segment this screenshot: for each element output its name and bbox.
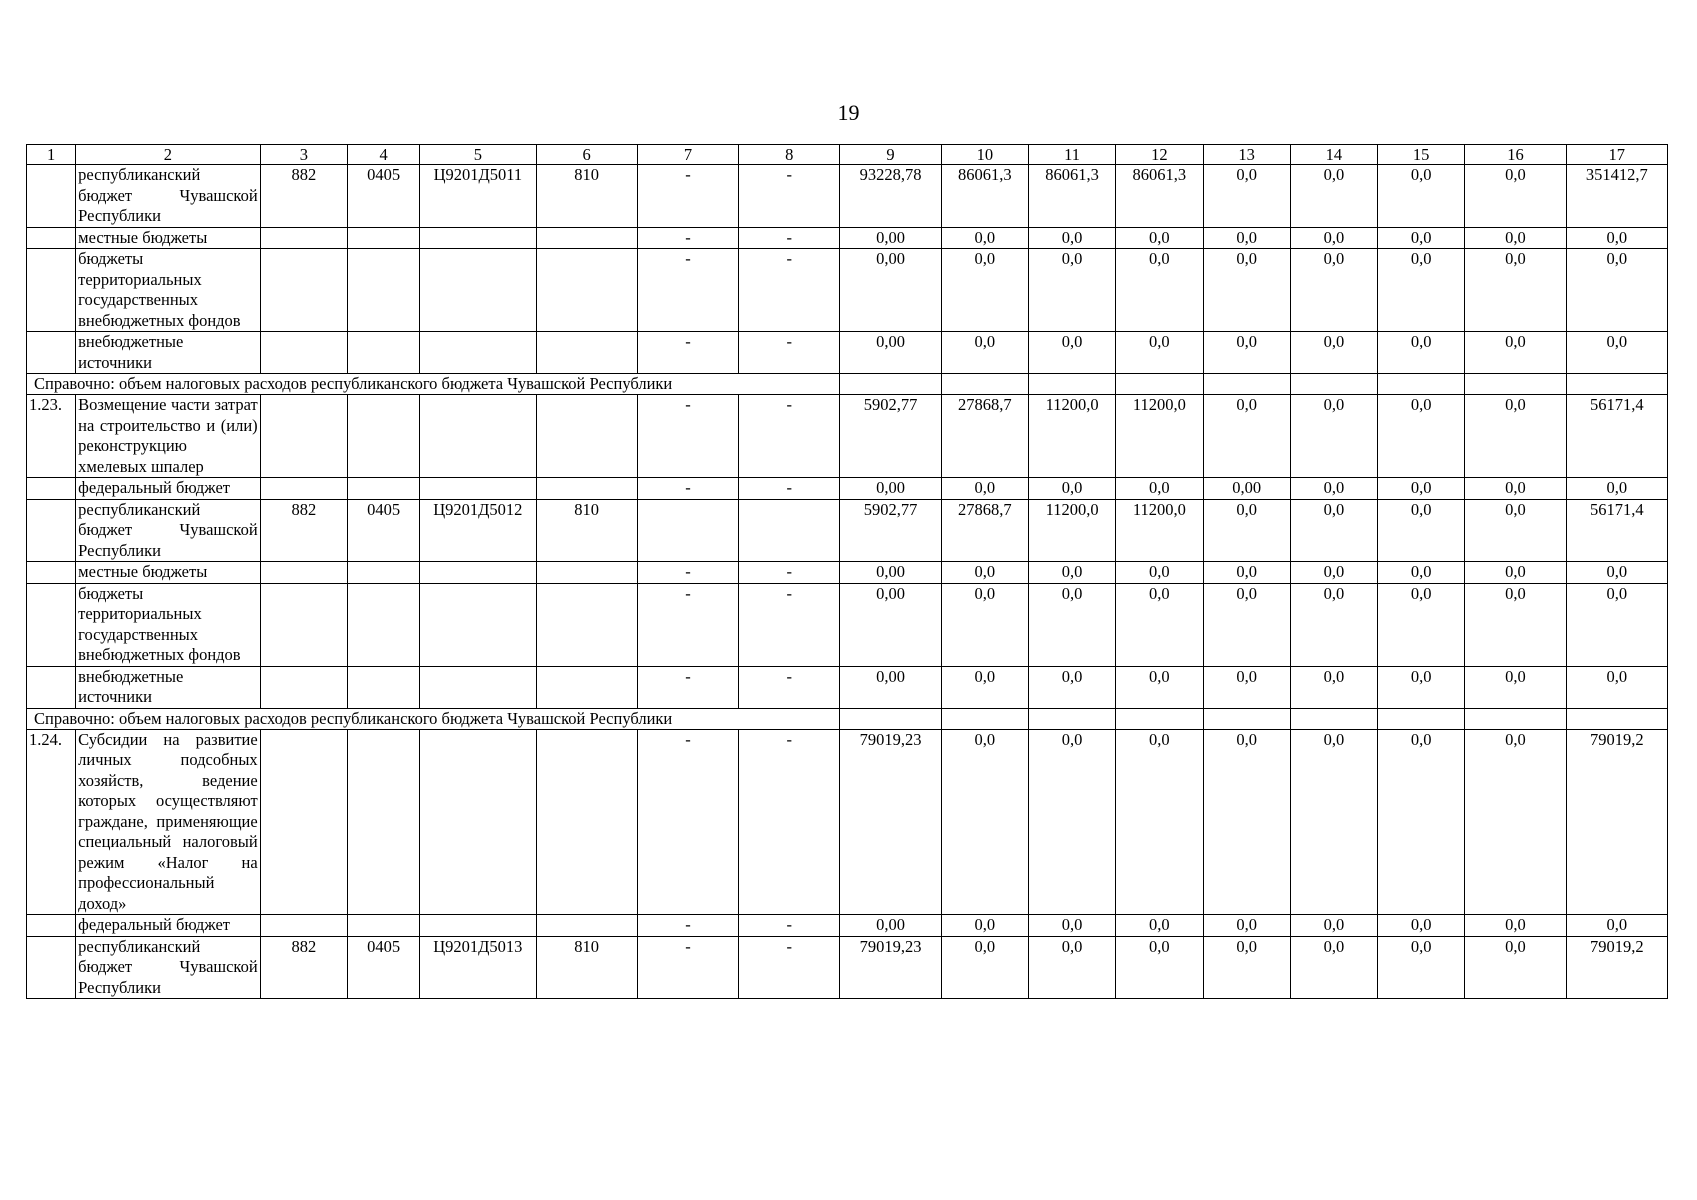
- cell-c9: 0,00: [840, 478, 941, 500]
- column-header: 12: [1116, 145, 1203, 165]
- empty-cell: [941, 708, 1028, 729]
- cell-c6: 810: [536, 165, 637, 228]
- cell-c14: 0,0: [1290, 729, 1377, 915]
- cell-c11: 0,0: [1028, 249, 1115, 332]
- column-header: 4: [347, 145, 419, 165]
- budget-table: [26, 144, 1668, 999]
- cell-c15: 0,0: [1378, 395, 1465, 478]
- cell-c16: 0,0: [1465, 499, 1566, 562]
- cell-c16: 0,0: [1465, 332, 1566, 374]
- cell-c13: 0,0: [1203, 249, 1290, 332]
- row-index: [27, 915, 76, 937]
- column-header: 11: [1028, 145, 1115, 165]
- cell-c15: 0,0: [1378, 729, 1465, 915]
- cell-c11: 86061,3: [1028, 165, 1115, 228]
- cell-c11: 0,0: [1028, 915, 1115, 937]
- cell-c5: Ц9201Д5013: [420, 936, 536, 999]
- cell-c11: 0,0: [1028, 478, 1115, 500]
- cell-c11: 0,0: [1028, 332, 1115, 374]
- row-name: республиканский бюджет Чувашской Республики: [76, 165, 261, 228]
- empty-cell: [1290, 374, 1377, 395]
- column-header: 1: [27, 145, 76, 165]
- cell-c4: [347, 583, 419, 666]
- table-header-row: [27, 145, 1668, 165]
- cell-c5: [420, 332, 536, 374]
- cell-c12: 86061,3: [1116, 165, 1203, 228]
- cell-c6: [536, 332, 637, 374]
- cell-c3: [260, 666, 347, 708]
- cell-c15: 0,0: [1378, 499, 1465, 562]
- cell-c8: -: [739, 915, 840, 937]
- cell-c7: -: [637, 915, 738, 937]
- cell-c10: 0,0: [941, 666, 1028, 708]
- cell-c8: -: [739, 227, 840, 249]
- cell-c7: -: [637, 583, 738, 666]
- cell-c17: 56171,4: [1566, 395, 1667, 478]
- table-row: [27, 165, 1668, 228]
- cell-c15: 0,0: [1378, 583, 1465, 666]
- row-index: [27, 249, 76, 332]
- cell-c17: 0,0: [1566, 915, 1667, 937]
- cell-c14: 0,0: [1290, 915, 1377, 937]
- cell-c11: 0,0: [1028, 583, 1115, 666]
- column-header: 9: [840, 145, 941, 165]
- cell-c14: 0,0: [1290, 332, 1377, 374]
- cell-c17: 351412,7: [1566, 165, 1667, 228]
- empty-cell: [1465, 374, 1566, 395]
- cell-c7: -: [637, 165, 738, 228]
- empty-cell: [941, 374, 1028, 395]
- cell-c6: [536, 583, 637, 666]
- cell-c3: [260, 395, 347, 478]
- cell-c6: [536, 915, 637, 937]
- empty-cell: [1290, 708, 1377, 729]
- empty-cell: [1566, 374, 1667, 395]
- empty-cell: [1116, 374, 1203, 395]
- row-name: бюджеты территориальных государственных внебюджетных фондов: [76, 249, 261, 332]
- row-name: Субсидии на развитие личных подсобных хозяйств, ведение которых осуществляют граждане, применяющие специальный налоговый режим «Налог на профессиональный доход»: [76, 729, 261, 915]
- cell-c16: 0,0: [1465, 666, 1566, 708]
- cell-c15: 0,0: [1378, 165, 1465, 228]
- cell-c13: 0,0: [1203, 332, 1290, 374]
- cell-c9: 0,00: [840, 249, 941, 332]
- cell-c12: 0,0: [1116, 729, 1203, 915]
- row-name: местные бюджеты: [76, 562, 261, 584]
- cell-c13: 0,0: [1203, 583, 1290, 666]
- cell-c13: 0,0: [1203, 165, 1290, 228]
- cell-c6: 810: [536, 499, 637, 562]
- cell-c12: 0,0: [1116, 478, 1203, 500]
- row-index: [27, 562, 76, 584]
- cell-c14: 0,0: [1290, 165, 1377, 228]
- cell-c8: -: [739, 395, 840, 478]
- empty-cell: [1465, 708, 1566, 729]
- cell-c9: 0,00: [840, 666, 941, 708]
- cell-c13: 0,0: [1203, 562, 1290, 584]
- cell-c16: 0,0: [1465, 249, 1566, 332]
- cell-c17: 79019,2: [1566, 936, 1667, 999]
- cell-c7: -: [637, 478, 738, 500]
- cell-c10: 0,0: [941, 729, 1028, 915]
- row-index: 1.23.: [27, 395, 76, 478]
- cell-c11: 0,0: [1028, 936, 1115, 999]
- row-index: [27, 666, 76, 708]
- reference-row: [27, 708, 1668, 729]
- cell-c4: [347, 562, 419, 584]
- cell-c17: 0,0: [1566, 332, 1667, 374]
- row-name: местные бюджеты: [76, 227, 261, 249]
- cell-c12: 11200,0: [1116, 395, 1203, 478]
- cell-c13: 0,0: [1203, 395, 1290, 478]
- cell-c10: 0,0: [941, 249, 1028, 332]
- row-index: [27, 583, 76, 666]
- table-row: [27, 249, 1668, 332]
- page-number: 19: [837, 100, 860, 125]
- table-row: [27, 499, 1668, 562]
- cell-c5: [420, 478, 536, 500]
- cell-c5: [420, 249, 536, 332]
- cell-c15: 0,0: [1378, 915, 1465, 937]
- cell-c6: [536, 478, 637, 500]
- cell-c10: 0,0: [941, 562, 1028, 584]
- cell-c4: [347, 332, 419, 374]
- cell-c10: 0,0: [941, 583, 1028, 666]
- cell-c17: 0,0: [1566, 227, 1667, 249]
- cell-c10: 0,0: [941, 332, 1028, 374]
- cell-c4: 0405: [347, 936, 419, 999]
- cell-c5: [420, 395, 536, 478]
- cell-c6: [536, 666, 637, 708]
- cell-c4: [347, 227, 419, 249]
- cell-c4: [347, 915, 419, 937]
- cell-c8: [739, 499, 840, 562]
- cell-c17: 0,0: [1566, 562, 1667, 584]
- cell-c13: 0,0: [1203, 499, 1290, 562]
- cell-c13: 0,00: [1203, 478, 1290, 500]
- table-row: [27, 936, 1668, 999]
- cell-c6: [536, 729, 637, 915]
- cell-c9: 79019,23: [840, 936, 941, 999]
- cell-c17: 56171,4: [1566, 499, 1667, 562]
- cell-c16: 0,0: [1465, 395, 1566, 478]
- cell-c4: [347, 729, 419, 915]
- cell-c7: -: [637, 332, 738, 374]
- cell-c10: 27868,7: [941, 499, 1028, 562]
- empty-cell: [1116, 708, 1203, 729]
- cell-c14: 0,0: [1290, 478, 1377, 500]
- cell-c9: 0,00: [840, 332, 941, 374]
- empty-cell: [1378, 374, 1465, 395]
- cell-c3: 882: [260, 936, 347, 999]
- cell-c9: 5902,77: [840, 395, 941, 478]
- column-header: 17: [1566, 145, 1667, 165]
- cell-c4: [347, 395, 419, 478]
- cell-c10: 86061,3: [941, 165, 1028, 228]
- cell-c12: 0,0: [1116, 332, 1203, 374]
- cell-c16: 0,0: [1465, 915, 1566, 937]
- row-index: [27, 332, 76, 374]
- cell-c7: -: [637, 936, 738, 999]
- column-header: 14: [1290, 145, 1377, 165]
- cell-c11: 0,0: [1028, 227, 1115, 249]
- cell-c14: 0,0: [1290, 936, 1377, 999]
- reference-label: Справочно: объем налоговых расходов республиканского бюджета Чувашской Республики: [27, 708, 840, 729]
- cell-c16: 0,0: [1465, 165, 1566, 228]
- table-row: [27, 666, 1668, 708]
- cell-c4: [347, 666, 419, 708]
- cell-c7: -: [637, 729, 738, 915]
- table-row: [27, 227, 1668, 249]
- row-index: [27, 499, 76, 562]
- column-header: 13: [1203, 145, 1290, 165]
- table-row: [27, 729, 1668, 915]
- cell-c6: [536, 395, 637, 478]
- cell-c11: 11200,0: [1028, 395, 1115, 478]
- column-header: 5: [420, 145, 536, 165]
- cell-c12: 11200,0: [1116, 499, 1203, 562]
- cell-c15: 0,0: [1378, 936, 1465, 999]
- cell-c10: 0,0: [941, 478, 1028, 500]
- row-index: [27, 165, 76, 228]
- table-row: [27, 562, 1668, 584]
- table-row: [27, 332, 1668, 374]
- cell-c9: 0,00: [840, 227, 941, 249]
- cell-c15: 0,0: [1378, 249, 1465, 332]
- row-index: [27, 227, 76, 249]
- cell-c13: 0,0: [1203, 729, 1290, 915]
- row-name: внебюджетные источники: [76, 332, 261, 374]
- cell-c16: 0,0: [1465, 583, 1566, 666]
- cell-c12: 0,0: [1116, 227, 1203, 249]
- column-header: 8: [739, 145, 840, 165]
- cell-c3: [260, 583, 347, 666]
- cell-c15: 0,0: [1378, 478, 1465, 500]
- cell-c7: -: [637, 562, 738, 584]
- cell-c17: 0,0: [1566, 666, 1667, 708]
- cell-c11: 0,0: [1028, 666, 1115, 708]
- cell-c3: 882: [260, 165, 347, 228]
- empty-cell: [1203, 374, 1290, 395]
- empty-cell: [1203, 708, 1290, 729]
- cell-c9: 0,00: [840, 562, 941, 584]
- cell-c17: 79019,2: [1566, 729, 1667, 915]
- cell-c4: [347, 249, 419, 332]
- cell-c8: -: [739, 729, 840, 915]
- cell-c11: 0,0: [1028, 729, 1115, 915]
- empty-cell: [1566, 708, 1667, 729]
- cell-c5: [420, 915, 536, 937]
- cell-c5: [420, 729, 536, 915]
- reference-row: [27, 374, 1668, 395]
- cell-c7: -: [637, 249, 738, 332]
- cell-c8: -: [739, 478, 840, 500]
- cell-c12: 0,0: [1116, 249, 1203, 332]
- cell-c14: 0,0: [1290, 666, 1377, 708]
- column-header: 16: [1465, 145, 1566, 165]
- cell-c11: 11200,0: [1028, 499, 1115, 562]
- cell-c9: 5902,77: [840, 499, 941, 562]
- cell-c13: 0,0: [1203, 915, 1290, 937]
- cell-c14: 0,0: [1290, 227, 1377, 249]
- cell-c3: [260, 249, 347, 332]
- cell-c14: 0,0: [1290, 395, 1377, 478]
- cell-c3: [260, 562, 347, 584]
- cell-c14: 0,0: [1290, 249, 1377, 332]
- cell-c7: [637, 499, 738, 562]
- cell-c13: 0,0: [1203, 936, 1290, 999]
- cell-c14: 0,0: [1290, 562, 1377, 584]
- cell-c5: Ц9201Д5011: [420, 165, 536, 228]
- table-row: [27, 478, 1668, 500]
- column-header: 6: [536, 145, 637, 165]
- cell-c8: -: [739, 562, 840, 584]
- cell-c3: [260, 729, 347, 915]
- column-header: 15: [1378, 145, 1465, 165]
- cell-c11: 0,0: [1028, 562, 1115, 584]
- column-header: 7: [637, 145, 738, 165]
- cell-c9: 0,00: [840, 915, 941, 937]
- cell-c17: 0,0: [1566, 249, 1667, 332]
- cell-c7: -: [637, 227, 738, 249]
- cell-c10: 27868,7: [941, 395, 1028, 478]
- cell-c12: 0,0: [1116, 562, 1203, 584]
- cell-c13: 0,0: [1203, 666, 1290, 708]
- cell-c5: [420, 227, 536, 249]
- row-name: федеральный бюджет: [76, 915, 261, 937]
- cell-c6: [536, 227, 637, 249]
- empty-cell: [1378, 708, 1465, 729]
- row-name: Возмещение части затрат на строительство и (или) реконструкцию хмелевых шпалер: [76, 395, 261, 478]
- cell-c15: 0,0: [1378, 227, 1465, 249]
- cell-c3: [260, 227, 347, 249]
- table-row: [27, 395, 1668, 478]
- cell-c3: [260, 332, 347, 374]
- cell-c16: 0,0: [1465, 478, 1566, 500]
- cell-c6: [536, 249, 637, 332]
- cell-c13: 0,0: [1203, 227, 1290, 249]
- cell-c4: [347, 478, 419, 500]
- cell-c9: 93228,78: [840, 165, 941, 228]
- column-header: 2: [76, 145, 261, 165]
- cell-c8: -: [739, 249, 840, 332]
- cell-c17: 0,0: [1566, 583, 1667, 666]
- cell-c5: Ц9201Д5012: [420, 499, 536, 562]
- cell-c9: 79019,23: [840, 729, 941, 915]
- cell-c8: -: [739, 165, 840, 228]
- cell-c5: [420, 583, 536, 666]
- cell-c8: -: [739, 583, 840, 666]
- cell-c10: 0,0: [941, 227, 1028, 249]
- empty-cell: [840, 708, 941, 729]
- empty-cell: [1028, 708, 1115, 729]
- cell-c6: [536, 562, 637, 584]
- cell-c16: 0,0: [1465, 729, 1566, 915]
- cell-c5: [420, 562, 536, 584]
- cell-c3: 882: [260, 499, 347, 562]
- cell-c14: 0,0: [1290, 583, 1377, 666]
- table-row: [27, 915, 1668, 937]
- empty-cell: [1028, 374, 1115, 395]
- cell-c17: 0,0: [1566, 478, 1667, 500]
- row-name: республиканский бюджет Чувашской Республики: [76, 936, 261, 999]
- row-name: внебюджетные источники: [76, 666, 261, 708]
- cell-c15: 0,0: [1378, 562, 1465, 584]
- cell-c14: 0,0: [1290, 499, 1377, 562]
- cell-c8: -: [739, 332, 840, 374]
- cell-c8: -: [739, 666, 840, 708]
- row-name: республиканский бюджет Чувашской Республики: [76, 499, 261, 562]
- cell-c12: 0,0: [1116, 666, 1203, 708]
- cell-c7: -: [637, 666, 738, 708]
- cell-c16: 0,0: [1465, 227, 1566, 249]
- cell-c12: 0,0: [1116, 936, 1203, 999]
- cell-c4: 0405: [347, 165, 419, 228]
- cell-c5: [420, 666, 536, 708]
- cell-c15: 0,0: [1378, 332, 1465, 374]
- cell-c10: 0,0: [941, 936, 1028, 999]
- row-name: бюджеты территориальных государственных внебюджетных фондов: [76, 583, 261, 666]
- cell-c12: 0,0: [1116, 915, 1203, 937]
- cell-c3: [260, 915, 347, 937]
- empty-cell: [840, 374, 941, 395]
- reference-label: Справочно: объем налоговых расходов республиканского бюджета Чувашской Республики: [27, 374, 840, 395]
- row-index: [27, 936, 76, 999]
- cell-c8: -: [739, 936, 840, 999]
- cell-c12: 0,0: [1116, 583, 1203, 666]
- column-header: 10: [941, 145, 1028, 165]
- row-name: федеральный бюджет: [76, 478, 261, 500]
- cell-c16: 0,0: [1465, 936, 1566, 999]
- table-row: [27, 583, 1668, 666]
- row-index: 1.24.: [27, 729, 76, 915]
- cell-c15: 0,0: [1378, 666, 1465, 708]
- cell-c6: 810: [536, 936, 637, 999]
- cell-c9: 0,00: [840, 583, 941, 666]
- cell-c10: 0,0: [941, 915, 1028, 937]
- cell-c7: -: [637, 395, 738, 478]
- cell-c3: [260, 478, 347, 500]
- cell-c16: 0,0: [1465, 562, 1566, 584]
- row-index: [27, 478, 76, 500]
- cell-c4: 0405: [347, 499, 419, 562]
- column-header: 3: [260, 145, 347, 165]
